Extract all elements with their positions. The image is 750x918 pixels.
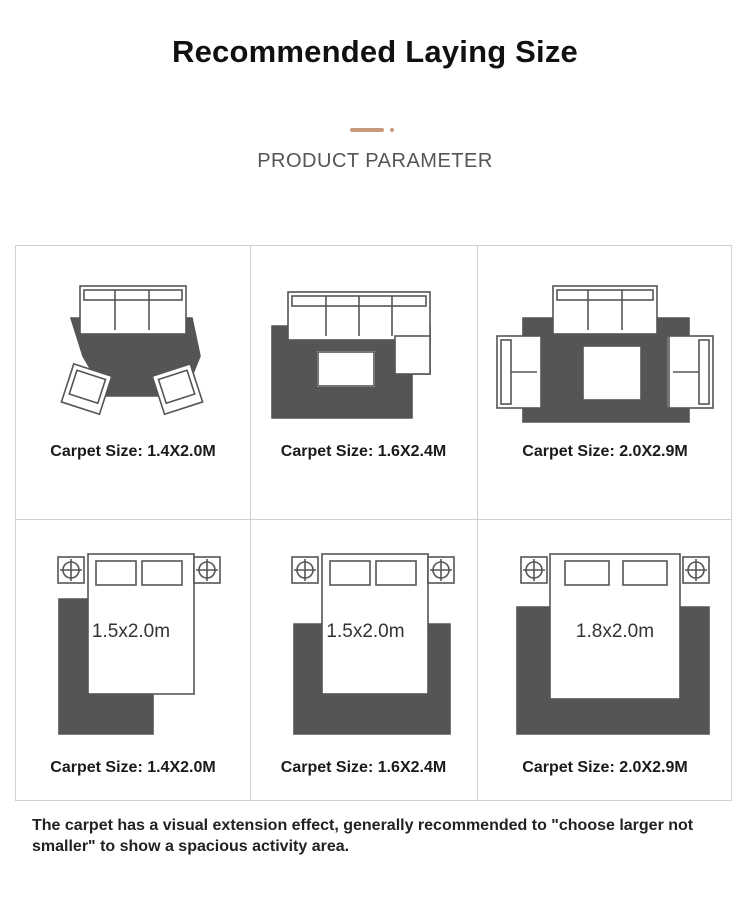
cell-bed-l-carpet — [16, 519, 250, 802]
layout-sofa-armchairs — [16, 246, 250, 519]
coffee-table-icon — [318, 352, 374, 386]
carpet-size-caption: Carpet Size: 2.0X2.9M — [522, 759, 688, 776]
coffee-table-icon — [583, 346, 641, 400]
cell-l-sofa — [250, 246, 477, 519]
title-accent-divider — [350, 126, 410, 134]
carpet-size-caption: Carpet Size: 1.4X2.0M — [50, 759, 216, 776]
pillow-right-icon — [623, 561, 667, 585]
section-subtitle: PRODUCT PARAMETER — [257, 150, 493, 172]
recommendation-note: The carpet has a visual extension effect, generally recommended to "choose larger not smaller" to show a spacious activity area. — [32, 817, 694, 855]
carpet-size-caption: Carpet Size: 1.6X2.4M — [280, 759, 447, 776]
carpet-size-caption: Carpet Size: 1.4X2.0M — [50, 443, 216, 460]
nightstand-left-icon — [521, 557, 547, 583]
pillow-left-icon — [565, 561, 609, 585]
size-diagram-grid — [15, 245, 732, 801]
layout-l-sofa — [250, 246, 477, 519]
nightstand-left-icon — [58, 557, 84, 583]
bed-size-label: 1.5x2.0m — [91, 621, 171, 642]
nightstand-right-icon — [428, 557, 454, 583]
cell-sofa-large — [477, 246, 733, 519]
page-title: Recommended Laying Size — [172, 34, 578, 69]
nightstand-left-icon — [292, 557, 318, 583]
nightstand-right-icon — [194, 557, 220, 583]
pillow-left-icon — [330, 561, 370, 585]
accent-dot — [390, 128, 394, 132]
chaise-icon — [395, 336, 430, 374]
carpet-size-caption: Carpet Size: 1.6X2.4M — [280, 443, 447, 460]
carpet-size-caption: Carpet Size: 2.0X2.9M — [522, 443, 688, 460]
pillow-right-icon — [376, 561, 416, 585]
pillow-left-icon — [96, 561, 136, 585]
nightstand-right-icon — [683, 557, 709, 583]
bed-size-label: 1.8x2.0m — [575, 621, 655, 642]
layout-sofa-side-chairs — [477, 246, 733, 519]
cell-bed-large-carpet — [477, 519, 733, 802]
cell-sofa-small — [16, 246, 250, 519]
accent-bar — [350, 128, 384, 132]
bed-size-label: 1.5x2.0m — [326, 621, 405, 642]
pillow-right-icon — [142, 561, 182, 585]
cell-bed-u-carpet — [250, 519, 477, 802]
